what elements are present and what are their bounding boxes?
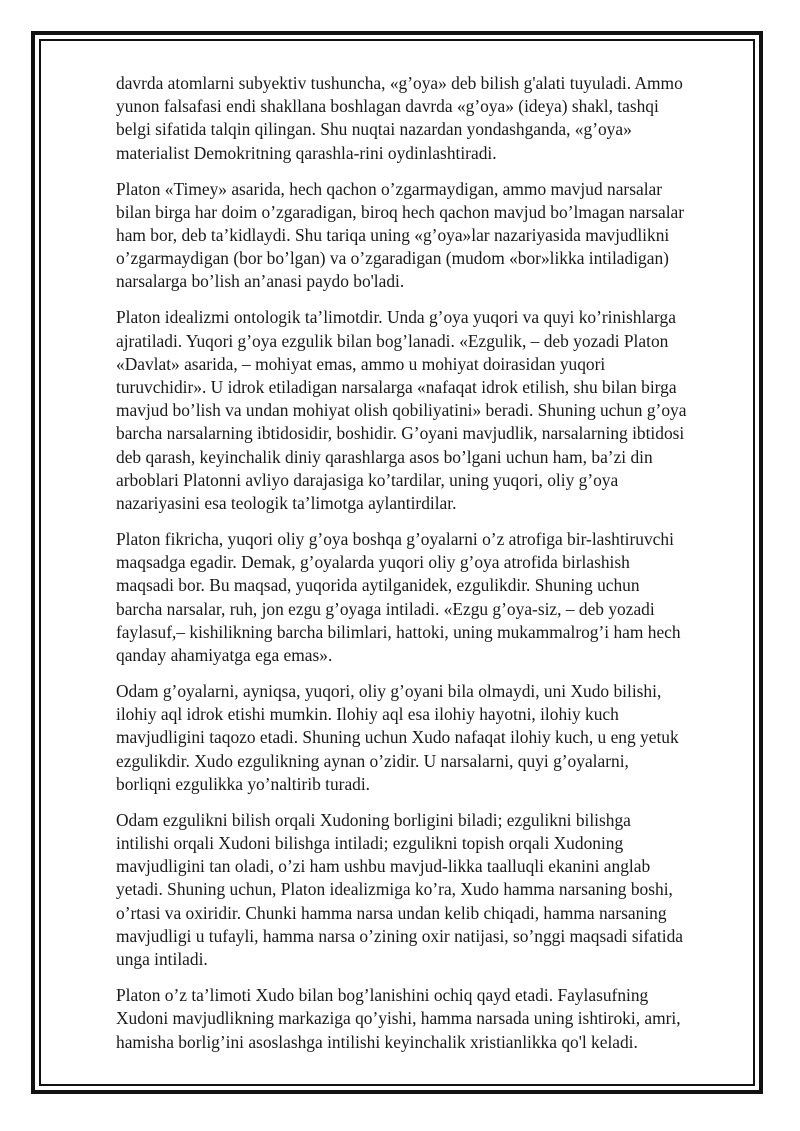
paragraph-1: davrda atomlarni subyektiv tushuncha, «g’oya» deb bilish g'alati tuyuladi. Ammo yunon falsafasi endi shakllana boshlagan davrda «g’oya» (ideya) shakl, tashqi belgi sifatida talqin qilingan. Shu nuqtai nazardan yondashganda, «g’oya» materialist Demokritning qarashla-rini oydinlashtiradi. <box>116 73 683 163</box>
paragraph-4: Platon fikricha, yuqori oliy g’oya boshqa g’oyalarni o’z atrofiga bir-lashtiruvchi maqsadga egadir. Demak, g’oyalarda yuqori oliy g’oya atrofida birlashish maqsadi bor. Bu maqsad, yuqorida aytilganidek, ezgulikdir. Shuning uchun barcha narsalar, ruh, jon ezgu g’oyaga intiladi. «Ezgu g’oya-siz, – deb yozadi faylasuf,– kishilikning barcha bilimlari, hattoki, uning mukammalrog’i ham hech qanday ahamiyatga ega emas». <box>116 529 681 666</box>
paragraph-6: Odam ezgulikni bilish orqali Xudoning borligini biladi; ezgulikni bilishga intilishi orqali Xudoni bilishga intiladi; ezgulikni topish orqali Xudoning mavjudligini tan oladi, o’zi ham ushbu mavjud-likka taalluqli ekanini anglab yetadi. Shuning uchun, Platon idealizmiga ko’ra, Xudo hamma narsaning boshi, o’rtasi va oxiridir. Chunki hamma narsa undan kelib chiqadi, hamma narsaning mavjudligi u tufayli, hamma narsa o’zining oxir natijasi, so’nggi maqsadi sifatida unga intiladi. <box>116 809 684 970</box>
paragraph-3: Platon idealizmi ontologik ta’limotdir. Unda g’oya yuqori va quyi ko’rinishlarga ajratiladi. Yuqori g’oya ezgulik bilan bog’lanadi. «Ezgulik, – deb yozadi Platon «Davlat» asarida, – mohiyat emas, ammo u mohiyat doirasidan yuqori turuvchidir». U idrok etiladigan narsalarga «nafaqat idrok etilish, shu bilan birga mavjud bo’lish va undan mohiyat olish qobiliyatini» beradi. Shuning uchun g’oya barcha narsalarning ibtidosidir, boshidir. G’oyani mavjudlik, narsalarning ibtidosi deb qarash, keyinchalik diniy qarashlarga asos bo’lgani uchun ham, ba’zi din arboblari Platonni avliyo darajasiga ko’tardilar, uning yuqori, oliy g’oya nazariyasini esa teologik ta’limotga aylantirdilar. <box>116 307 687 514</box>
paragraph-5: Odam g’oyalarni, ayniqsa, yuqori, oliy g’oyani bila olmaydi, uni Xudo bilishi, ilohiy aql idrok etishi mumkin. Ilohiy aql esa ilohiy hayotni, ilohiy kuch mavjudligini taqozo etadi. Shuning uchun Xudo nafaqat ilohiy kuch, u eng yetuk ezgulikdir. Xudo ezgulikning aynan o’zidir. U narsalarni, quyi g’oyalarni, borliqni ezgulikka yo’naltirib turadi. <box>116 681 679 794</box>
document-body <box>116 72 688 1067</box>
paragraph-2: Platon «Timey» asarida, hech qachon o’zgarmaydigan, ammo mavjud narsalar bilan birga har doim o’zgaradigan, biroq hech qachon mavjud bo’lmagan narsalar ham bor, deb ta’kidlaydi. Shu tariqa uning «g’oya»lar nazariyasida mavjudlikni o’zgarmaydigan (bor bo’lgan) va o’zgaradigan (mudom «bor»likka intiladigan) narsalarga bo’lish an’anasi paydo bo'ladi. <box>116 178 685 292</box>
paragraph-7: Platon o’z ta’limoti Xudo bilan bog’lanishini ochiq qayd etadi. Faylasufning Xudoni mavjudlikning markaziga qo’yishi, hamma narsada uning ishtiroki, amri, hamisha borlig’ini asoslashga intilishi keyinchalik xristianlikka qo'l keladi. <box>116 985 681 1052</box>
